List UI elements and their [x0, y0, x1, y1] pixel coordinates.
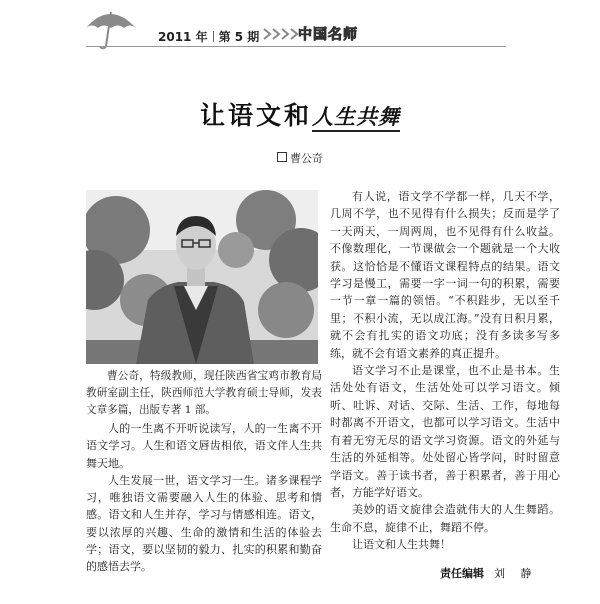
author-name: 曹公奇 — [290, 152, 323, 165]
title-accent: 人生共舞 — [312, 104, 400, 132]
body-paragraph: 有人说，语文学不学都一样，几天不学，几周不学，也不见得有什么损失；反而是学了一天两天，一周两周，也不见得有什么收益。不像数理化，一节课做会一个题就是一个大收获。这恰恰是不懂语文课程特点的结果。语文学习是慢工，需要一字一词一句的积累，需要一节一章一篇的领悟。“不积跬步，无以至千里；不积小流，无以成江海。”没有日积月累，就不会有扎实的语文功底；没有多读多写多练，就不会有语文素养的真正提升。 — [330, 190, 560, 360]
umbrella-icon — [80, 6, 140, 50]
photo-illustration — [86, 190, 318, 364]
body-paragraph: 人的一生离不开听说读写，人的一生离不开语文学习。人生和语文唇齿相依，语文伴人生共舞天地。 — [86, 422, 322, 470]
editor-label: 责任编辑 — [440, 567, 484, 580]
page-header — [0, 0, 600, 55]
issue-separator — [213, 31, 214, 42]
editor-name: 刘 静 — [494, 567, 538, 580]
article-title — [0, 96, 600, 132]
title-main: 让语文和 — [199, 101, 312, 130]
issue-info — [158, 28, 259, 45]
author-bio-caption: 曹公奇，特级教师，现任陕西省宝鸡市教育局教研室副主任，陕西师范大学教育硕士导师，发表文章多篇，出版专著 1 部。 — [86, 370, 322, 416]
responsible-editor — [440, 565, 538, 581]
body-paragraph: 人生发展一世，语文学习一生。诸多课程学习，唯独语文需要融入人生的体验、思考和情感。语文和人生并存，学习与情感相连。语文，要以浓厚的兴趣、生命的激情和生活的体验去学；语文，要以坚韧的毅力、扎实的积累和勤奋的感悟去学。 — [86, 473, 322, 574]
article-author — [0, 150, 600, 166]
left-column — [86, 420, 322, 576]
author-photo — [86, 190, 318, 364]
chevron-arrows-icon — [262, 27, 298, 41]
body-paragraph: 美妙的语文旋律会造就伟大的人生舞蹈。生命不息，旋律不止，舞蹈不停。 — [330, 503, 560, 534]
body-paragraph: 语文学习不止是课堂，也不止是书本。生活处处有语文，生活处处可以学习语文。倾听、吐诉、对话、交际、生活、工作，每地每时都离不开语文，也都可以学习语文。生活中有着无穷无尽的语文学习资源。语文的外延与生活的外延相等。处处留心皆学问，时时留意学语文。善于读书者，善于积累者，善于用心者，方能学好语文。 — [330, 364, 560, 499]
header-rule — [86, 46, 506, 47]
issue-year: 2011 年 — [158, 30, 208, 44]
body-paragraph: 让语文和人生共舞！ — [352, 538, 451, 552]
right-column — [330, 188, 560, 554]
column-name: 中国名师 — [298, 27, 358, 43]
author-box-icon — [277, 152, 287, 162]
issue-number: 第 5 期 — [218, 30, 260, 44]
